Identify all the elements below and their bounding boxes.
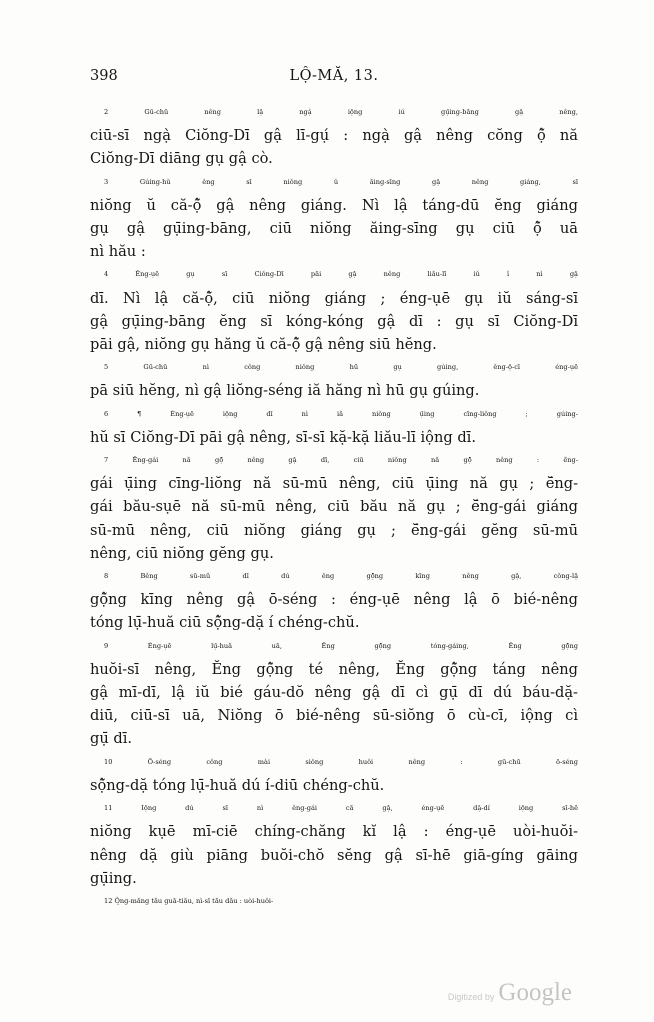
verse-paragraph [90, 403, 578, 449]
verse-line: hŭ sī Ciŏng-Dī pāi gậ nêng, sī-sī kặ-kặ liău-lī iộng dī. [90, 428, 476, 446]
verse-paragraph [90, 449, 578, 565]
verse-line: 12 Ŏ̤ng-măng tău guā-tiău, nì-sī tău dău : uòi-huŏi- [104, 896, 274, 905]
verse-paragraph [90, 565, 578, 635]
verse-line: nì hău : [90, 243, 146, 261]
verse-line: huŏi-sī nêng, Ĕng gộ̆ng té nêng, Ĕng gộ̆ng táng nêng [90, 660, 578, 678]
verse-line: 9 Éng-ụē lụ̄-huă uā, Ĕng gộ̆ng tóng-gáing, Ĕng gộ̆ng [104, 641, 578, 650]
verse-paragraph [90, 356, 578, 402]
verse-paragraph [90, 263, 578, 356]
verse-line: diū, ciū-sī uā, Niŏng ō bié-nêng sū-siŏng ō cù-cī, iộng cì [90, 707, 578, 725]
verse-line: tóng lụ̄-huă ciū sộ̆ng-dặ í chéng-chŭ. [90, 614, 360, 632]
verse-line: 6 ¶ Éng-ụē iộng dī nì iă niŏng ụ̄ing cīng-liŏng ; gúing- [104, 409, 578, 418]
verse-line: 3 Gúing-hŭ ĕng sī niŏng ŭ ăing-sīng gậ nêng giáng, sī [104, 177, 578, 186]
verse-line: 7 Ĕ̄ng-gái nă gộ̆ nêng gậ dī, ciū niŏng nă gộ̆ nêng : ĕ̄ng- [104, 456, 578, 465]
verse-line: niŏng kụē mī-ciē chíng-chăng kĭ lậ : éng-ụē uòi-huŏi- [90, 823, 578, 841]
verse-paragraph [90, 890, 578, 913]
verse-paragraph [90, 171, 578, 264]
verse-line: sū-mū nêng, ciū niŏng giáng gụ ; ĕ̄ng-gái gĕng sū-mū [90, 521, 578, 539]
chapter-text [90, 101, 578, 913]
verse-line: niŏng ŭ că-ộ̆ gậ nêng giáng. Nì lậ táng-dū ĕng giáng [90, 196, 578, 214]
verse-line: 2 Gū-chū nêng lậ ngạ̀ iộng iú gụ̄ing-bāng gậ nêng, [104, 108, 578, 116]
verse-line: pāi gậ, niŏng gụ hăng ŭ că-ộ̆ gậ nêng siū hĕng. [90, 336, 437, 354]
verse-line: sộ̆ng-dặ tóng lụ̄-huă dú í-diū chéng-chŭ. [90, 776, 385, 794]
watermark-prefix: Digitized by [447, 992, 495, 1002]
verse-line: ciū-sī ngạ̀ Ciŏng-Dī gậ lī-gụ́ : ngạ̀ gậ nêng cŏng ộ̆ nă [90, 127, 578, 145]
verse-line: gụ gậ gụ̄ing-bāng, ciū niŏng ăing-sīng gụ ciū ộ̆ uā [90, 220, 578, 238]
verse-line: gụ̄ dī. [90, 730, 133, 748]
running-title: LỘ-MĂ, 13. [289, 68, 379, 84]
verse-line: 4 Ĕng-ụē gụ sī Ciŏng-Dī pāi gậ nêng liău-lī iŭ ĭ nì gậ [104, 270, 578, 279]
verse-line: dī. Nì lậ că-ộ̆, ciū niŏng giáng ; éng-ụē gụ iŭ sáng-sī [90, 289, 578, 307]
digitized-watermark [448, 979, 572, 1007]
verse-line: gậ mī-dī, lậ iŭ bié gáu-dŏ nêng gậ dī cì gụ̄ dī dú báu-dặ- [90, 684, 578, 702]
verse-paragraph [90, 797, 578, 890]
verse-line: pā siū hĕng, nì gậ liŏng-séng iă hăng nì hū gụ gúing. [90, 382, 480, 400]
verse-line: gậ gụ̄ing-bāng ĕng sī kóng-kóng gậ dī : gụ sī Ciŏng-Dī [90, 312, 578, 330]
verse-line: gái ụ̄ing cīng-liŏng nă sū-mū nêng, ciū ụ̄ing nă gụ ; ĕ̄ng- [90, 475, 578, 493]
verse-paragraph [90, 101, 578, 171]
google-logo: Google [498, 979, 572, 1006]
verse-line: nêng dặ giù piāng buŏi-chŏ sĕng gậ sī-hē giā-gíng gāing [90, 846, 578, 864]
verse-line: 5 Gū-chū nì cŏng niŏng hū gụ gúing, ĕng-ộ-cī éng-ụē [104, 363, 578, 372]
verse-paragraph [90, 635, 578, 751]
verse-line: gái bău-sụē nă sū-mū nêng, ciū bău nă gụ ; ĕ̄ng-gái giáng [90, 498, 578, 516]
verse-line: 8 Bĕng sū-mū dī dú ĕng gộ̆ng kīng nêng gậ, cŏng-lậ [104, 572, 578, 581]
page-number: 398 [90, 68, 118, 84]
verse-line: gộ̆ng kīng nêng gậ ō-séng : éng-ụē nêng lậ ō bié-nêng [90, 591, 578, 609]
verse-line: nêng, ciū niŏng gĕng gụ. [90, 544, 274, 562]
verse-paragraph [90, 751, 578, 797]
verse-line: gụ̄ing. [90, 869, 137, 887]
page-header [90, 68, 578, 90]
verse-line: 10 Ō-séng cŏng mài siŏng huŏi nêng : gū-chū ō-séng [104, 757, 578, 766]
verse-line: 11 Iộng dú sī nì ĕng-gái că gậ, éng-ụē dặ-dí iộng sī-hē [104, 804, 578, 813]
verse-line: Ciŏng-Dī diāng gụ gậ cò. [90, 150, 273, 168]
